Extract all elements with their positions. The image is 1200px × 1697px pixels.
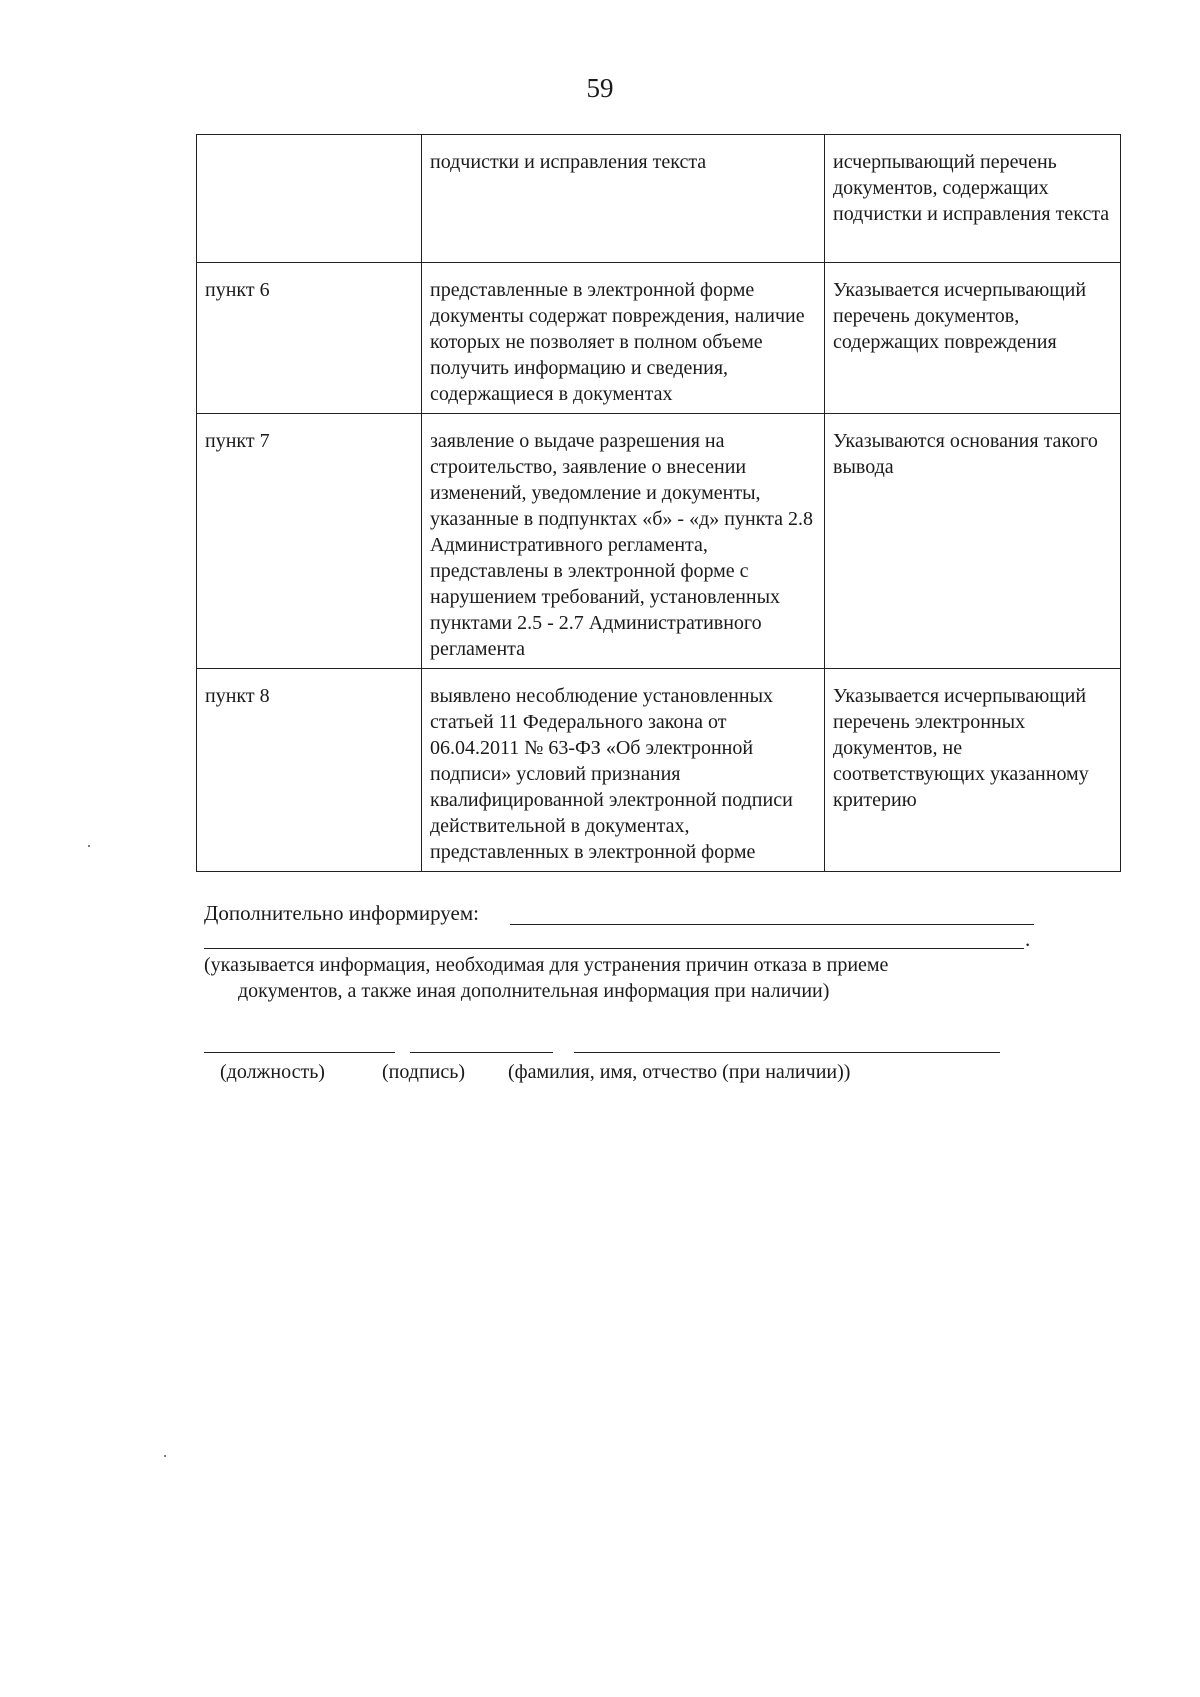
table-cell-explanation: Указывается исчерпывающий перечень документов, содержащих повреждения <box>825 263 1121 414</box>
note-line-1: (указывается информация, необходимая для устранения причин отказа в приеме <box>204 954 889 976</box>
scan-speck <box>164 1455 166 1457</box>
table-cell-reason: представленные в электронной форме документы содержат повреждения, наличие которых не позволяет в полном объеме получить информацию и сведения, содержащиеся в документах <box>422 263 825 414</box>
table-cell-point: пункт 7 <box>197 414 422 669</box>
additional-info-period: . <box>1025 927 1031 951</box>
table-row <box>197 669 1121 872</box>
table-cell-point: пункт 6 <box>197 263 422 414</box>
page-number: 59 <box>586 73 614 103</box>
signature-line <box>410 1052 553 1053</box>
table-cell-explanation: исчерпывающий перечень документов, содержащих подчистки и исправления текста <box>825 135 1121 263</box>
table-row <box>197 414 1121 669</box>
table-cell-point: пункт 8 <box>197 669 422 872</box>
table-cell-reason: заявление о выдаче разрешения на строительство, заявление о внесении изменений, уведомление и документы, указанные в подпунктах «б» - «д» пункта 2.8 Административного регламента, представлены в электронной форме с нарушением требований, установленных пунктами 2.5 - 2.7 Административного регламента <box>422 414 825 669</box>
signature-label: (подпись) <box>382 1061 466 1083</box>
full-name-label: (фамилия, имя, отчество (при наличии)) <box>508 1061 851 1083</box>
table-row <box>197 135 1121 263</box>
full-name-signature-line <box>574 1052 1000 1053</box>
table-cell-reason: выявлено несоблюдение установленных статьей 11 Федерального закона от 06.04.2011 № 63-ФЗ «Об электронной подписи» условий признания квалифицированной электронной подписи действительной в документах, представленных в электронной форме <box>422 669 825 872</box>
table-cell-explanation: Указываются основания такого вывода <box>825 414 1121 669</box>
note-line-2: документов, а также иная дополнительная информация при наличии) <box>238 980 830 1002</box>
table-cell-reason: подчистки и исправления текста <box>422 135 825 263</box>
additional-info-fill-line-2 <box>204 948 1024 949</box>
scan-speck <box>88 845 90 847</box>
table-row <box>197 263 1121 414</box>
table-cell-explanation: Указывается исчерпывающий перечень электронных документов, не соответствующих указанному критерию <box>825 669 1121 872</box>
position-label: (должность) <box>220 1061 325 1083</box>
position-signature-line <box>204 1052 395 1053</box>
table-cell-point <box>197 135 422 263</box>
additional-info-label: Дополнительно информируем: <box>204 901 479 925</box>
additional-info-note <box>204 952 1044 1004</box>
refusal-reasons-table <box>196 134 1121 872</box>
additional-info-fill-line <box>510 924 1034 925</box>
